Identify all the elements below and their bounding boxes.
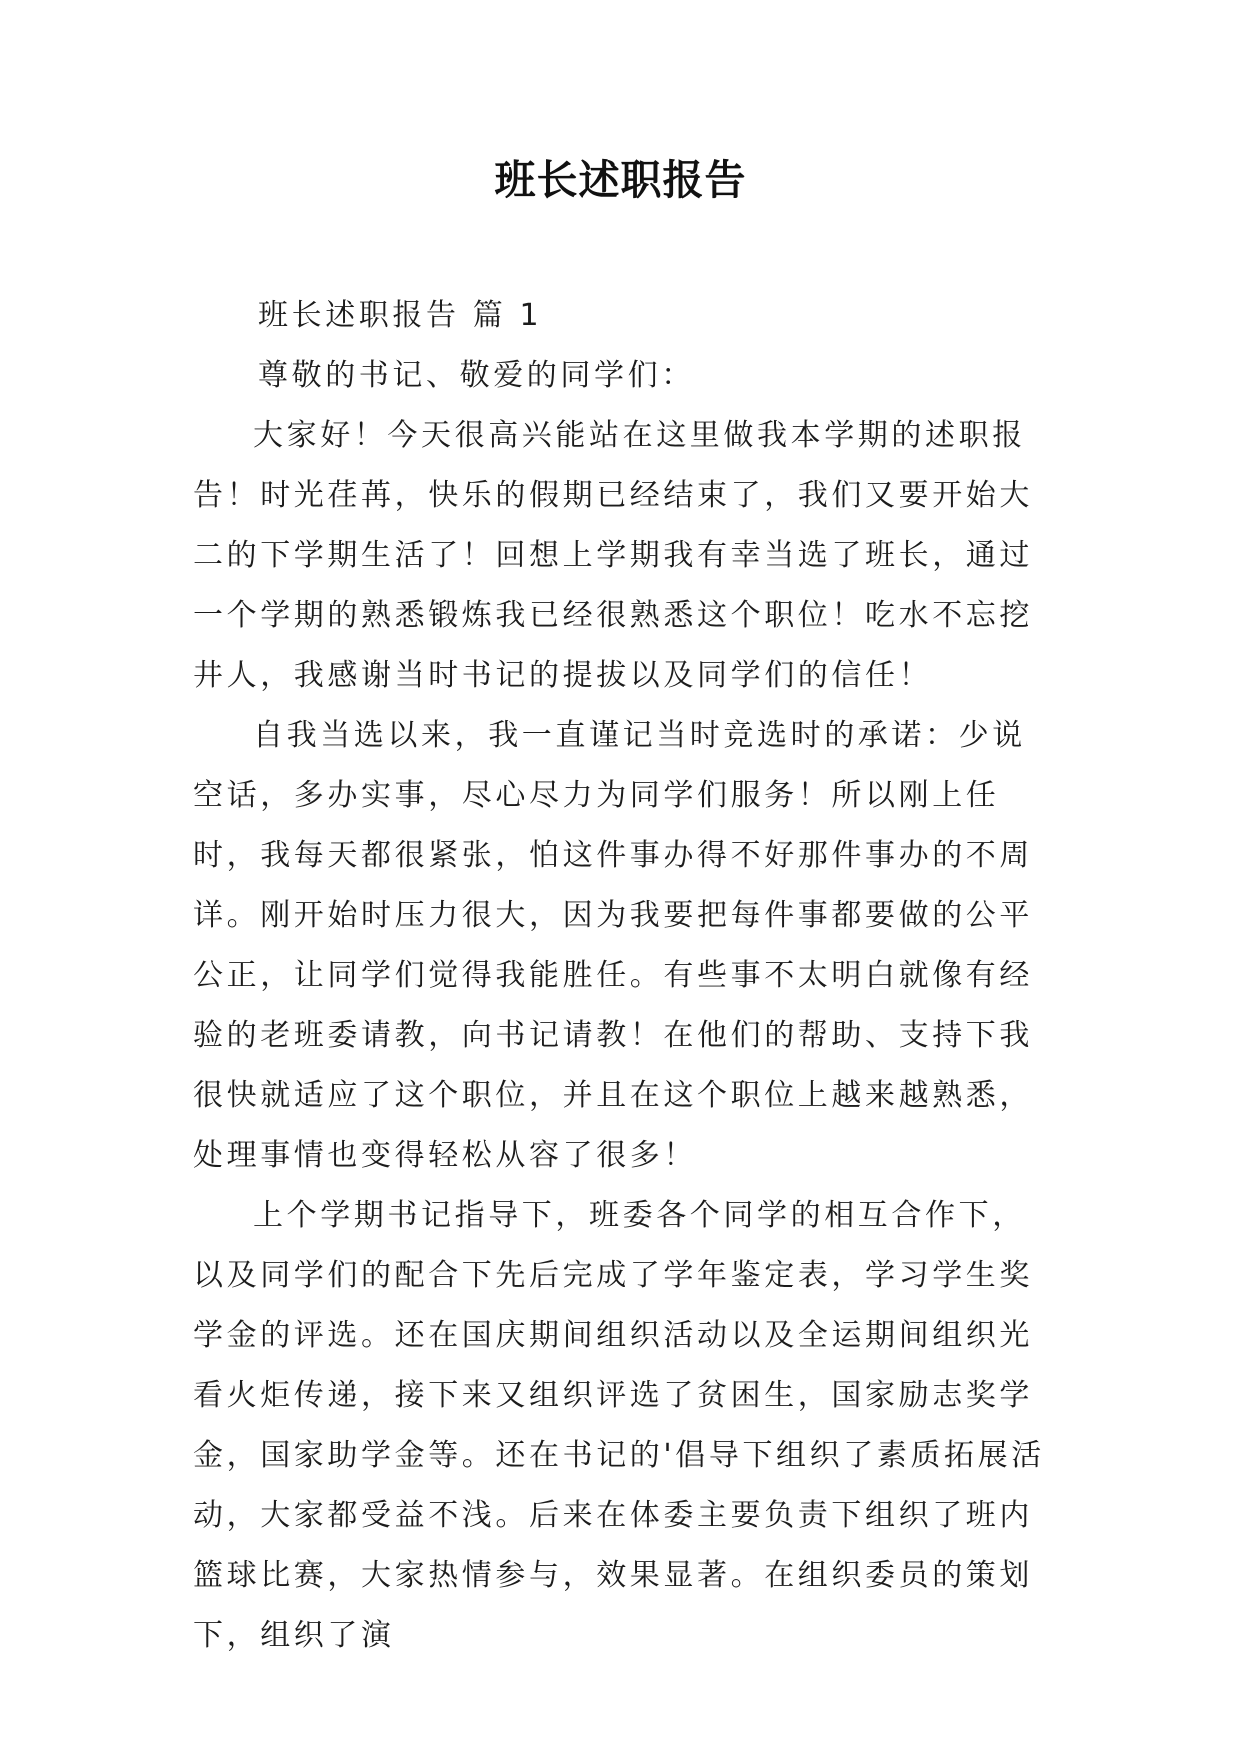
section-heading: 班长述职报告 篇 1 [258, 298, 543, 333]
body-paragraph-3: 上个学期书记指导下，班委各个同学的相互合作下，以及同学们的配合下先后完成了学年鉴定表，学习学生奖学金的评选。还在国庆期间组织活动以及全运期间组织光看火炬传递，接下来又组织评选了贫困生，国家励志奖学金，国家助学金等。还在书记的'倡导下组织了素质拓展活动，大家都受益不浅。后来在体委主要负责下组织了班内篮球比赛，大家热情参与，效果显著。在组织委员的策划下，组织了演 [193, 1198, 1045, 1653]
body-paragraph-2: 自我当选以来，我一直谨记当时竞选时的承诺：少说空话，多办实事，尽心尽力为同学们服务！所以刚上任时，我每天都很紧张，怕这件事办得不好那件事办的不周详。刚开始时压力很大，因为我要把每件事都要做的公平公正，让同学们觉得我能胜任。有些事不太明白就像有经验的老班委请教，向书记请教！在他们的帮助、支持下我很快就适应了这个职位，并且在这个职位上越来越熟悉，处理事情也变得轻松从容了很多！ [193, 718, 1033, 1173]
salutation: 尊敬的书记、敬爱的同学们： [258, 358, 695, 393]
body-paragraph-1: 大家好！今天很高兴能站在这里做我本学期的述职报告！时光荏苒，快乐的假期已经结束了，我们又要开始大二的下学期生活了！回想上学期我有幸当选了班长，通过一个学期的熟悉锻炼我已经很熟悉这个职位！吃水不忘挖井人，我感谢当时书记的提拔以及同学们的信任！ [193, 418, 1033, 693]
document-title: 班长述职报告 [494, 156, 747, 204]
document-body [193, 286, 1053, 1666]
